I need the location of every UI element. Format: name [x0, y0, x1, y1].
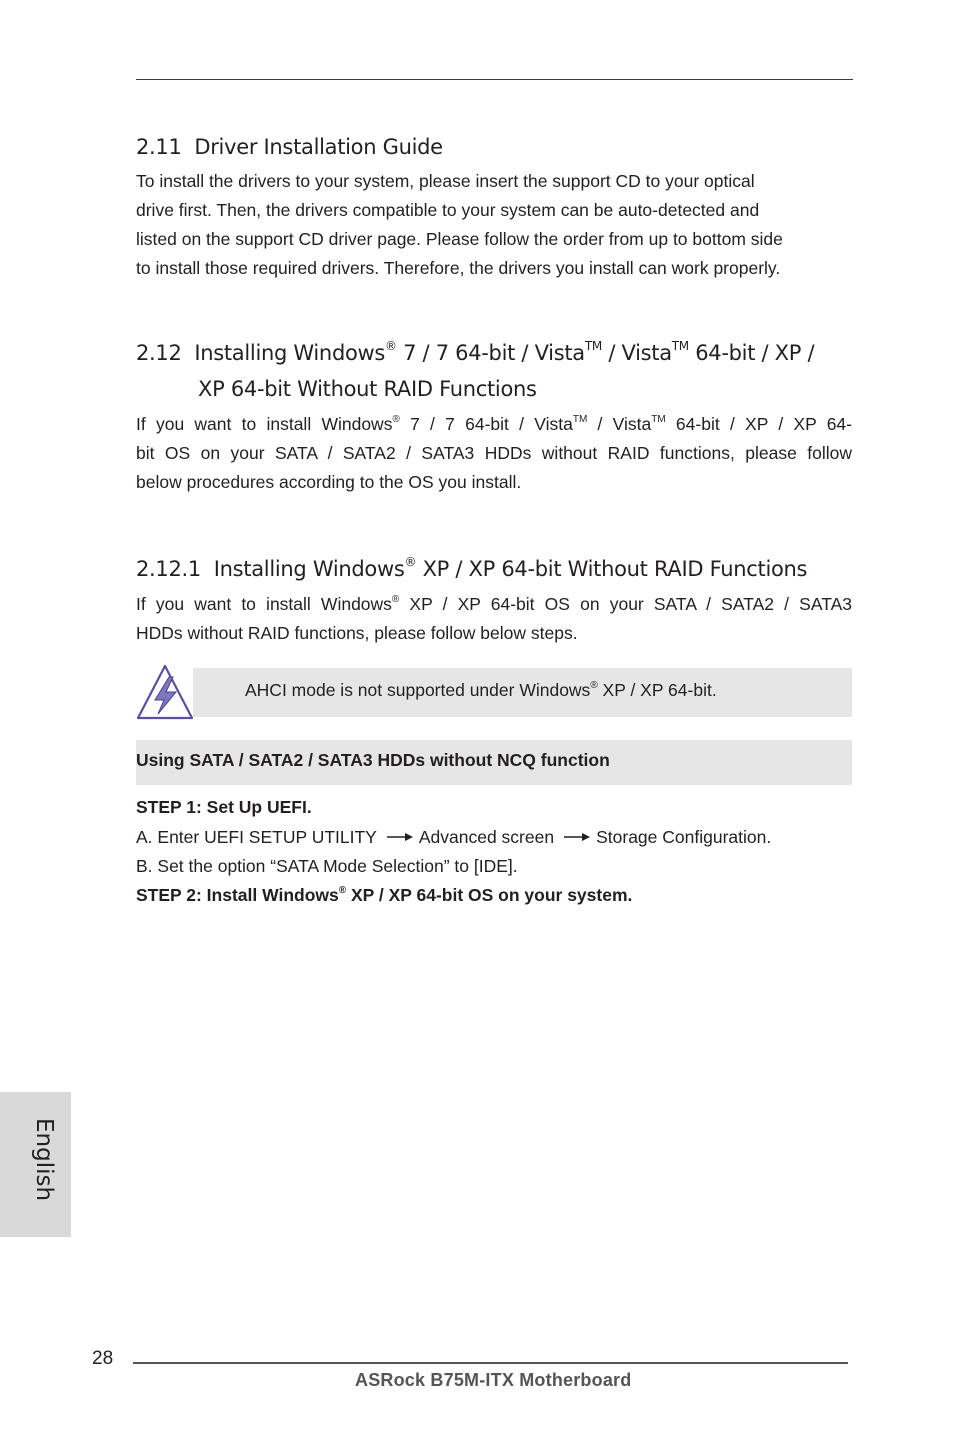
- paragraph-line: drive first. Then, the drivers compatible to your system can be auto-detected and: [136, 200, 760, 220]
- warning-icon: [135, 662, 195, 722]
- paragraph-line: HDDs without RAID functions, please follow below steps.: [136, 623, 578, 643]
- section-2-11-heading: [136, 135, 443, 159]
- section-title-a: Installing Windows: [194, 341, 386, 365]
- registered-mark: ®: [385, 339, 397, 353]
- trademark-mark: TM: [671, 339, 689, 353]
- paragraph-line: listed on the support CD driver page. Please follow the order from up to bottom side: [136, 229, 783, 249]
- section-2-12-1-paragraph: [136, 590, 852, 648]
- section-number: 2.12: [136, 341, 182, 365]
- paragraph-line: to install those required drivers. Therefore, the drivers you install can work properly.: [136, 258, 781, 278]
- section-title-b: 7 / 7 64-bit / Vista: [396, 341, 585, 365]
- section-title-a: Installing Windows: [213, 557, 405, 581]
- section-2-12-paragraph: [136, 410, 852, 497]
- step-1-heading: STEP 1: Set Up UEFI.: [136, 797, 312, 817]
- ncq-heading: Using SATA / SATA2 / SATA3 HDDs without NCQ function: [136, 750, 610, 770]
- section-2-12-1-heading: [136, 557, 807, 581]
- section-number: 2.11: [136, 135, 182, 159]
- footer-rule: [133, 1362, 848, 1364]
- language-label: English: [31, 1118, 57, 1202]
- registered-mark: ®: [404, 555, 417, 569]
- arrow-right-icon: [387, 832, 413, 842]
- section-title: Driver Installation Guide: [194, 135, 443, 159]
- step-1-b: B. Set the option “SATA Mode Selection” to [IDE].: [136, 856, 518, 876]
- paragraph-line: If you want to install Windows® XP / XP 64-bit OS on your SATA / SATA2 / SATA3: [136, 594, 852, 614]
- step-2-heading: STEP 2: Install Windows® XP / XP 64-bit OS on your system.: [136, 885, 633, 905]
- page-number: 28: [92, 1348, 114, 1369]
- top-rule: [136, 79, 853, 80]
- section-number: 2.12.1: [136, 557, 201, 581]
- note-text: AHCI mode is not supported under Windows® XP / XP 64-bit.: [245, 680, 717, 700]
- arrow-right-icon: [564, 832, 590, 842]
- trademark-mark: TM: [584, 339, 602, 353]
- paragraph-line: bit OS on your SATA / SATA2 / SATA3 HDDs without RAID functions, please follow: [136, 443, 852, 463]
- paragraph-line: To install the drivers to your system, please insert the support CD to your optical: [136, 171, 755, 191]
- paragraph-line: below procedures according to the OS you install.: [136, 472, 522, 492]
- section-title-c: / Vista: [601, 341, 672, 365]
- section-title-d: 64-bit / XP /: [688, 341, 815, 365]
- section-title-b: XP / XP 64-bit Without RAID Functions: [416, 557, 808, 581]
- step-1-a: A. Enter UEFI SETUP UTILITY Advanced screen Storage Configuration.: [136, 827, 772, 847]
- section-2-12-heading-line2: XP 64-bit Without RAID Functions: [198, 377, 537, 401]
- footer-product-name: ASRock B75M-ITX Motherboard: [355, 1370, 632, 1390]
- paragraph-line: If you want to install Windows® 7 / 7 64-bit / Vista™ / Vista™ 64-bit / XP / XP 64-: [136, 414, 852, 434]
- section-2-12-heading: [136, 341, 814, 365]
- section-2-11-paragraph: [136, 167, 852, 283]
